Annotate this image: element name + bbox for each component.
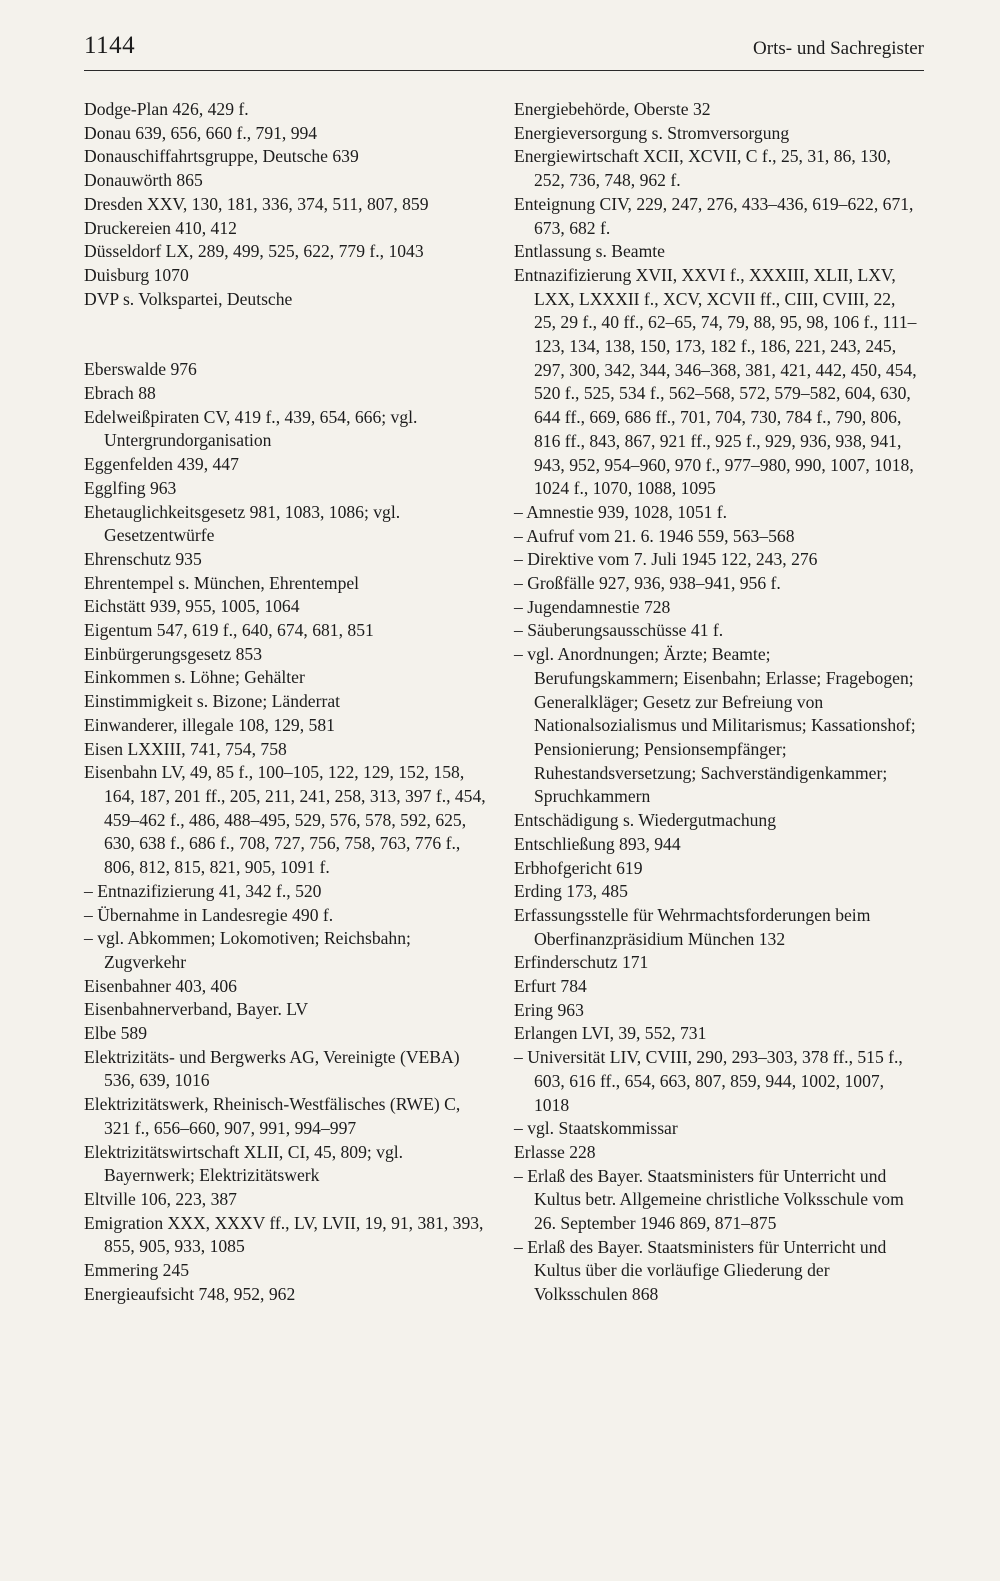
index-entry: Ehrenschutz 935 <box>84 548 202 569</box>
index-entry: Einbürgerungsgesetz 853 <box>84 643 263 664</box>
index-entry: Elbe 589 <box>84 1023 148 1044</box>
index-entry: Eichstätt 939, 955, 1005, 1064 <box>84 596 300 617</box>
index-entry: Elektrizitätswirtschaft XLII, CI, 45, 809; vgl. Bayernwerk; Elektrizitätswerk <box>84 1141 404 1186</box>
index-entry: Druckereien 410, 412 <box>84 217 237 238</box>
running-head: Orts- und Sachregister <box>753 38 924 59</box>
index-subentry: – Amnestie 939, 1028, 1051 f. <box>514 501 728 522</box>
index-entry: Eisenbahner 403, 406 <box>84 975 237 996</box>
index-subentry: – vgl. Staatskommissar <box>514 1118 678 1139</box>
index-entry: Einkommen s. Löhne; Gehälter <box>84 667 305 688</box>
index-entry: Ering 963 <box>514 999 584 1020</box>
index-entry: Düsseldorf LX, 289, 499, 525, 622, 779 f., 1043 <box>84 241 424 262</box>
index-subentry: – Direktive vom 7. Juli 1945 122, 243, 276 <box>514 549 818 570</box>
index-entry: Erfurt 784 <box>514 976 587 997</box>
index-entry: Ehetauglichkeitsgesetz 981, 1083, 1086; vgl. Gesetzentwürfe <box>84 501 401 546</box>
index-entry: Donauschiffahrtsgruppe, Deutsche 639 <box>84 146 359 167</box>
letter-section-gap <box>84 311 489 358</box>
index-entry: Einstimmigkeit s. Bizone; Länderrat <box>84 691 341 712</box>
right-column <box>514 98 919 1307</box>
index-entry: Erfassungsstelle für Wehrmachtsforderungen beim Oberfinanzpräsidium München 132 <box>514 904 871 949</box>
index-entry: Eltville 106, 223, 387 <box>84 1188 237 1209</box>
page-number: 1144 <box>84 32 136 59</box>
index-subentry: – Entnazifizierung 41, 342 f., 520 <box>84 880 322 901</box>
index-entry: Enteignung CIV, 229, 247, 276, 433–436, 619–622, 671, 673, 682 f. <box>514 193 914 238</box>
index-entry: Egglfing 963 <box>84 477 177 498</box>
index-entry: Eberswalde 976 <box>84 359 197 380</box>
index-entry: Eigentum 547, 619 f., 640, 674, 681, 851 <box>84 620 374 641</box>
index-subentry: – vgl. Anordnungen; Ärzte; Beamte; Berufungskammern; Eisenbahn; Erlasse; Fragebogen; Generalkläger; Gesetz zur Befreiung von Nationalsozialismus und Militarismus; Kassationshof; Pensionierung; Pensionsempfänger; Ruhestandsversetzung; Sachverständigenkammer; Spruchkammern <box>514 644 916 807</box>
index-entry: Erbhofgericht 619 <box>514 857 643 878</box>
index-entry: Erfinderschutz 171 <box>514 952 649 973</box>
index-entry: Erlangen LVI, 39, 552, 731 <box>514 1023 707 1044</box>
index-subentry: – Erlaß des Bayer. Staatsministers für Unterricht und Kultus über die vorläufige Gliederung der Volksschulen 868 <box>514 1236 887 1305</box>
index-entry: Duisburg 1070 <box>84 264 189 285</box>
index-entry: Erlasse 228 <box>514 1141 596 1162</box>
index-subentry: – Aufruf vom 21. 6. 1946 559, 563–568 <box>514 525 795 546</box>
index-entry: Eisen LXXIII, 741, 754, 758 <box>84 738 287 759</box>
index-entry: Eisenbahn LV, 49, 85 f., 100–105, 122, 129, 152, 158, 164, 187, 201 ff., 205, 211, 241, 258, 313, 397 f., 454, 459–462 f., 486, 488–495, 529, 576, 578, 592, 625, 630, 638 f., 686 f., 708, 727, 756, 758, 763, 776 f., 806, 812, 815, 821, 905, 1091 f. <box>84 762 486 878</box>
index-entry: Edelweißpiraten CV, 419 f., 439, 654, 666; vgl. Untergrundorganisation <box>84 406 418 451</box>
index-entry: Entschließung 893, 944 <box>514 833 681 854</box>
index-entry: Elektrizitäts- und Bergwerks AG, Vereinigte (VEBA) 536, 639, 1016 <box>84 1046 460 1091</box>
index-entry: Energieaufsicht 748, 952, 962 <box>84 1283 296 1304</box>
index-entry: Ebrach 88 <box>84 383 156 404</box>
index-entry: Entlassung s. Beamte <box>514 241 665 262</box>
index-subentry: – Übernahme in Landesregie 490 f. <box>84 904 334 925</box>
index-entry: Donauwörth 865 <box>84 170 203 191</box>
index-entry: Emmering 245 <box>84 1260 190 1281</box>
index-entry: Elektrizitätswerk, Rheinisch-Westfälisches (RWE) C, 321 f., 656–660, 907, 991, 994–997 <box>84 1094 461 1138</box>
index-entry: Emigration XXX, XXXV ff., LV, LVII, 19, 91, 381, 393, 855, 905, 933, 1085 <box>84 1212 484 1257</box>
index-entry: Dresden XXV, 130, 181, 336, 374, 511, 807, 859 <box>84 193 429 214</box>
index-entry: DVP s. Volkspartei, Deutsche <box>84 288 293 309</box>
index-entry: Energiewirtschaft XCII, XCVII, C f., 25, 31, 86, 130, 252, 736, 748, 962 f. <box>514 146 891 191</box>
index-subentry: – Großfälle 927, 936, 938–941, 956 f. <box>514 573 781 594</box>
index-entry: Donau 639, 656, 660 f., 791, 994 <box>84 122 318 143</box>
index-entry: Erding 173, 485 <box>514 881 628 902</box>
index-entry: Energiebehörde, Oberste 32 <box>514 99 711 119</box>
index-subentry: – Universität LIV, CVIII, 290, 293–303, 378 ff., 515 f., 603, 616 ff., 654, 663, 807, 859, 944, 1002, 1007, 1018 <box>514 1047 903 1115</box>
index-entry: Einwanderer, illegale 108, 129, 581 <box>84 714 335 735</box>
index-subentry: – vgl. Abkommen; Lokomotiven; Reichsbahn; Zugverkehr <box>84 928 411 972</box>
page-header <box>84 28 924 71</box>
index-entry: Ehrentempel s. München, Ehrentempel <box>84 572 360 593</box>
left-column <box>84 98 489 1306</box>
index-entry: Entnazifizierung XVII, XXVI f., XXXIII, XLII, LXV, LXX, LXXXII f., XCV, XCVII ff., CIII, CVIII, 22, 25, 29 f., 40 ff., 62–65, 74, 79, 88, 95, 98, 106 f., 111–123, 134, 138, 150, 173, 182 f., 186, 221, 243, 245, 297, 300, 342, 344, 346–368, 381, 421, 442, 450, 454, 520 f., 525, 534 f., 562–568, 572, 579–582, 604, 630, 644 ff., 669, 686 ff., 701, 704, 730, 784 f., 790, 806, 816 ff., 843, 867, 921 ff., 925 f., 929, 936, 938, 941, 943, 952, 954–960, 970 f., 977–980, 990, 1007, 1018, 1024 f., 1070, 1088, 1095 <box>514 264 917 499</box>
index-subentry: – Erlaß des Bayer. Staatsministers für Unterricht und Kultus betr. Allgemeine christliche Volksschule vom 26. September 1946 869, 871–875 <box>514 1165 904 1234</box>
index-subentry: – Jugendamnestie 728 <box>514 596 671 617</box>
index-entry: Entschädigung s. Wiedergutmachung <box>514 810 777 831</box>
index-entry: Eisenbahnerverband, Bayer. LV <box>84 999 309 1020</box>
index-entry: Energieversorgung s. Stromversorgung <box>514 122 790 143</box>
index-subentry: – Säuberungsausschüsse 41 f. <box>514 620 724 641</box>
index-entry: Eggenfelden 439, 447 <box>84 454 239 475</box>
index-entry: Dodge-Plan 426, 429 f. <box>84 99 249 119</box>
